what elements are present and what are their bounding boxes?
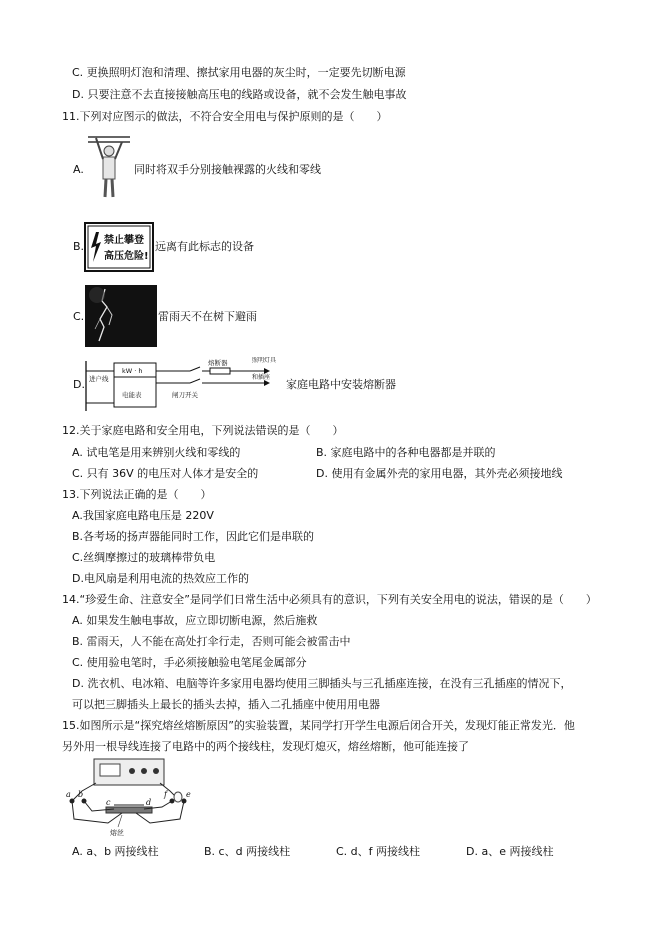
question-13: 13.下列说法正确的是（ ） [62,488,212,501]
q13-option-b: B.各考场的扬声器能同时工作，因此它们是串联的 [72,530,315,543]
q14-option-c: C. 使用验电笔时，手必须接触验电笔尾金属部分 [72,656,307,669]
q13-option-c: C.丝绸摩擦过的玻璃棒带负电 [72,551,216,564]
question-15-line1: 15.如图所示是“探究熔丝熔断原因”的实验装置，某同学打开学生电源后闭合开关，发现灯能正常发光．他 [62,719,575,732]
label-meter: 电能表 [122,391,142,399]
terminal-d: d [146,798,152,807]
terminal-c: c [106,798,111,807]
lightning-photo-figure [85,285,157,347]
q15-option-b: B. c、d 两接线柱 [204,845,291,858]
option-d-line: D. 只要注意不去直接接触高压电的线路或设备，就不会发生触电事故 [72,88,407,101]
q14-option-a: A. 如果发生触电事故，应立即切断电源，然后施救 [72,614,318,627]
label-fuse: 熔断器 [208,359,228,367]
terminal-a: a [66,790,71,799]
sign-text-1: 禁止攀登 [104,235,144,246]
label-fuse-wire: 熔丝 [110,829,124,837]
q12-option-c: C. 只有 36V 的电压对人体才是安全的 [72,467,259,480]
label-meter-unit: kW · h [122,367,143,375]
q14-option-d-line2: 可以把三脚插头上最长的插头去掉，插入二孔插座中使用用电器 [72,698,380,711]
question-14: 14.“珍爱生命、注意安全”是同学们日常生活中必须具有的意识，下列有关安全用电的说法，错误的是（ ） [62,593,597,606]
q13-option-d: D.电风扇是利用电流的热效应工作的 [72,572,249,585]
label-inlet: 进户线 [89,375,109,383]
q11-option-d-text: 家庭电路中安装熔断器 [286,378,396,391]
label-load-1: 照明灯具 [252,357,277,364]
q12-option-a: A. 试电笔是用来辨别火线和零线的 [72,446,241,459]
q11-option-c-text: 雷雨天不在树下避雨 [158,310,257,323]
q11-option-b-label: B. [73,240,85,253]
fuse-experiment-figure [62,757,196,837]
option-c-line: C. 更换照明灯泡和清理、擦拭家用电器的灰尘时，一定要先切断电源 [72,66,406,79]
q11-option-a-text: 同时将双手分别接触裸露的火线和零线 [134,163,321,176]
q15-option-c: C. d、f 两接线柱 [336,845,421,858]
q11-option-d-label: D. [73,378,85,391]
household-circuit-diagram [84,357,284,413]
terminal-e: e [186,790,191,799]
terminal-f: f [164,790,167,799]
q12-option-d: D. 使用有金属外壳的家用电器，其外壳必须接地线 [316,467,563,480]
label-switch: 闸刀开关 [172,391,198,399]
terminal-b: b [78,790,84,799]
sign-text-2: 高压危险! [104,251,149,262]
q15-option-d: D. a、e 两接线柱 [466,845,554,858]
q11-option-c-label: C. [73,310,85,323]
q14-option-d-line1: D. 洗衣机、电冰箱、电脑等许多家用电器均使用三脚插头与三孔插座连接，在没有三孔插座的情况下， [72,677,572,690]
question-15-line2: 另外用一根导线连接了电路中的两个接线柱，发现灯熄灭，熔丝熔断，他可能连接了 [62,740,469,753]
q11-option-a-label: A. [73,163,84,176]
high-voltage-sign-figure [84,222,154,272]
q14-option-b: B. 雷雨天，人不能在高处打伞行走，否则可能会被雷击中 [72,635,351,648]
question-11: 11.下列对应图示的做法，不符合安全用电与保护原则的是（ ） [62,110,388,123]
q15-option-a: A. a、b 两接线柱 [72,845,159,858]
question-12: 12.关于家庭电路和安全用电，下列说法错误的是（ ） [62,424,344,437]
label-load-2: 和插座 [252,374,271,381]
q11-option-b-text: 远离有此标志的设备 [155,240,254,253]
person-touching-wires-figure [86,133,132,201]
q12-option-b: B. 家庭电路中的各种电器都是并联的 [316,446,496,459]
q13-option-a: A.我国家庭电路电压是 220V [72,509,214,522]
